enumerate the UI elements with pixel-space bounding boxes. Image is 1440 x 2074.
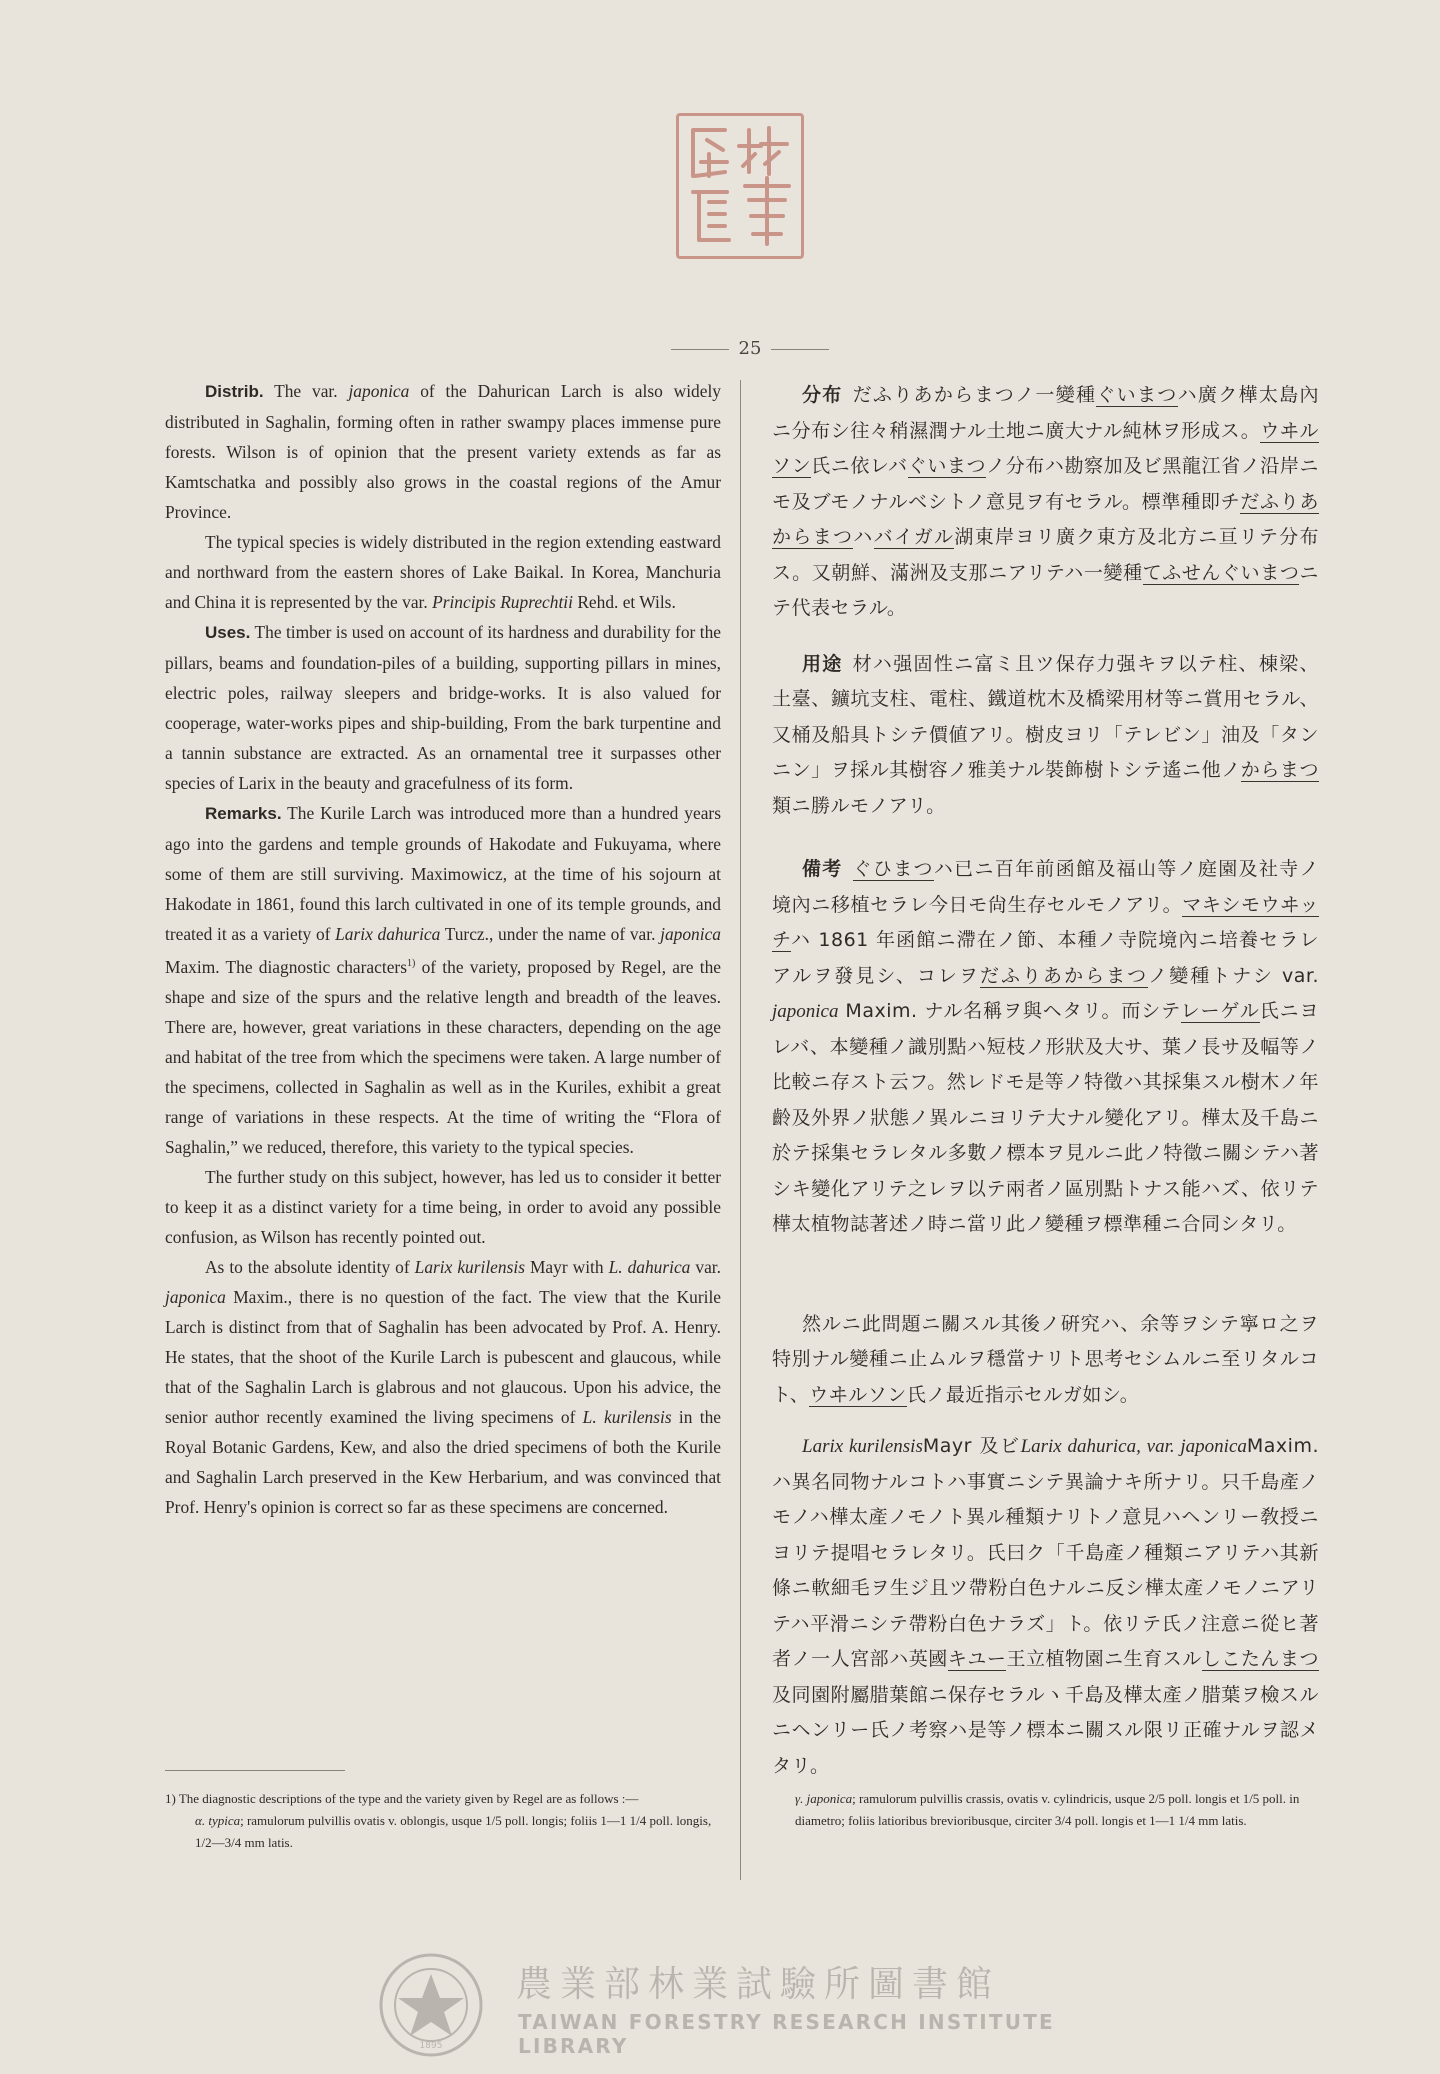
seal-glyphs — [679, 116, 801, 256]
footnote-intro: 1) The diagnostic descriptions of the type and the variety given by Regel are as follows :— — [165, 1791, 639, 1806]
typical-species-paragraph: The typical species is widely distributed in the region extending eastward and northward from the eastern shores of Lake Baikal. In Korea, Manchuria and China it is represented by the var. Principis Ruprechtii Rehd. et Wils. — [165, 532, 721, 612]
distrib-paragraph: Distrib. The var. japonica of the Dahurican Larch is also widely distributed in Saghalin, forming often in rather swampy places immense pure forests. Wilson is of opinion that the present variety extends as far as Kamtschatka and possibly also grows in the coastal regions of the Amur Province. — [165, 381, 721, 522]
remarks-paragraph: Remarks. The Kurile Larch was introduced more than a hundred years ago into the gardens and temple grounds of Hakodate and Fukuyama, where some of them are still surviving. Maximowicz, at the time of his sojourn at Hakodate in 1861, found this larch cultivated in one of its temple grounds, and treated it as a variety of Larix dahurica Turcz., under the name of var. japonica Maxim. The diagnostic characters$^{1)}$ of the variety, proposed by Regel, are the shape and size of the spurs and the relative length and breadth of the leaves. There are, however, great variations in these characters, depending on the age and habitat of the tree from which the specimens were taken. A large number of the specimens, collected in Saghalin as well as in the Kuriles, exhibit a great range of variations in these respects. At the time of writing the “Flora of Saghalin,” we reduced, therefore, this variety to the typical species. — [165, 803, 722, 1157]
biko-paragraph: 備考 ぐひまつハ已ニ百年前函館及福山等ノ庭園及社寺ノ境內ニ移植セラレ今日モ尙生存セルモノアリ。マキシモウヰッチハ 1861 年函館ニ滯在ノ節、本種ノ寺院境內ニ培養セラレアルヲ發見シ、コレヲだふりあからまつノ變種トナシ var. japonica Maxim. ナル名稱ヲ與ヘタリ。而シテレーゲル氏ニヨレバ、本變種ノ識別點ハ短枝ノ形狀及大サ、葉ノ長サ及幅等ノ比較ニ存スト云フ。然レドモ是等ノ特徵ハ其採集スル樹木ノ年齡及外界ノ狀態ノ異ルニヨリテ大ナル變化アリ。樺太及千島ニ於テ採集セラレタル多數ノ標本ヲ見ルニ此ノ特徵ニ關シテハ著シキ變化アリテ之レヲ以テ兩者ノ區別點トナス能ハズ、依リテ樺太植物誌著述ノ時ニ當リ此ノ變種ヲ標準種ニ合同シタリ。 — [772, 858, 1319, 1235]
library-watermark — [378, 1952, 1078, 2058]
footnote-alpha: α. typica; ramulorum pulvillis ovatis v. oblongis, usque 1/5 poll. longis; foliis 1—1 1/4 poll. longis, 1/2—3/4 mm latis. — [195, 1813, 712, 1850]
further-study-paragraph: The further study on this subject, however, has led us to consider it better to keep it as a distinct variety for a time being, in order to avoid any possible confusion, as Wilson has recently pointed out. — [165, 1166, 721, 1247]
page-number: 25 — [660, 338, 840, 359]
yoto-paragraph: 用途 材ハ强固性ニ富ミ且ツ保存力强キヲ以テ柱、棟梁、土臺、鑛坑支柱、電柱、鐵道枕木及橋梁用材等ニ賞用セラル、又桶及船具トシテ價値アリ。樹皮ヨリ「テレビン」油及「タンニン」ヲ採ル其樹容ノ雅美ナル裝飾樹トシテ遙ニ他ノからまつ類ニ勝ルモノアリ。 — [772, 652, 1319, 817]
library-seal-stamp — [676, 113, 804, 259]
footnote-gamma: γ. japonica; ramulorum pulvillis crassis, ovatis v. cylindricis, usque 2/5 poll. longis et 1/5 poll. in diametro; foliis latioribus brevioribusque, circiter 3/4 poll. longis et 1—1 1/4 mm latis. — [795, 1791, 1300, 1828]
shikaru-paragraph: 然ルニ此問題ニ關スル其後ノ硏究ハ、余等ヲシテ寧ロ之ヲ特別ナル變種ニ止ムルヲ穩當ナリト思考セシムルニ至リタルコト、ウヰルソン氏ノ最近指示セルガ如シ。 — [772, 1312, 1319, 1406]
library-name-chinese: 農業部林業試驗所圖書館 — [516, 1964, 1001, 2005]
identity-paragraph: As to the absolute identity of Larix kurilensis Mayr with L. dahurica var. japonica Maxim., there is no question of the fact. The view that the Kurile Larch is distinct from that of Saghalin has been advocated by Prof. A. Henry. He states, that the shoot of the Kurile Larch is pubescent and glaucous, while that of the Saghalin Larch is glabrous and not glaucous. Upon his advice, the senior author recently examined the living specimens of L. kurilensis in the Royal Botanic Gardens, Kew, and also the dried specimens of both the Kurile and Saghalin Larch preserved in the Kew Herbarium, and was convinced that Prof. Henry's opinion is correct so far as these specimens are concerned. — [165, 1256, 721, 1517]
footnote-right — [795, 1788, 1317, 1832]
footnote-rule — [165, 1770, 345, 1771]
column-divider — [740, 380, 741, 1880]
english-column — [165, 376, 721, 1522]
bunpu-paragraph: 分布 だふりあからまつノ一變種ぐいまつハ廣ク樺太島內ニ分布シ往々稍濕潤ナル土地ニ廣大ナル純林ヲ形成ス。ウヰルソン氏ニ依レバぐいまつノ分布ハ勘察加及ビ黑龍江省ノ沿岸ニモ及ブモノナルベシトノ意見ヲ有セラル。標準種即チだふりあからまつハバイガル湖東岸ヨリ廣ク東方及北方ニ亘リテ分布ス。又朝鮮、滿洲及支那ニアリテハ一變種てふせんぐいまつニテ代表セラル。 — [772, 384, 1319, 619]
footnote-left — [165, 1788, 721, 1854]
library-emblem-year: 1895 — [419, 2041, 443, 2051]
library-name-english: TAIWAN FORESTRY RESEARCH INSTITUTE LIBRARY — [518, 2010, 1055, 2058]
japanese-column — [772, 378, 1319, 1784]
larix-paragraph: Larix kurilensisMayr 及ビLarix dahurica, var. japonicaMaxim. ハ異名同物ナルコトハ事實ニシテ異論ナキ所ナリ。只千島產ノモノハ樺太產ノモノト異ル種類ナリトノ意見ハヘンリー敎授ニヨリテ提唱セラレタリ。氏曰ク「千島產ノ種類ニアリテハ其新條ニ軟細毛ヲ生ジ且ツ帶粉白色ナルニ反シ樺太產ノモノニアリテハ平滑ニシテ帶粉白色ナラズ」ト。依リテ氏ノ注意ニ從ヒ著者ノ一人宮部ハ英國キユー王立植物園ニ生育スルしこたんまつ及同園附屬腊葉館ニ保存セラルヽ千島及樺太產ノ腊葉ヲ檢スルニヘンリー氏ノ考察ハ是等ノ標本ニ關スル限リ正確ナルヲ認メタリ。 — [772, 1435, 1319, 1777]
library-emblem-icon — [378, 1952, 484, 2058]
uses-paragraph: Uses. The timber is used on account of its hardness and durability for the pillars, beams and foundation-piles of a building, supporting pillars in mines, electric poles, railway sleepers and bridge-works. It is also valued for cooperage, water-works pipes and ship-building, From the bark turpentine and a tannin substance are extracted. As an ornamental tree it surpasses other species of Larix in the beauty and gracefulness of its form. — [165, 622, 721, 793]
